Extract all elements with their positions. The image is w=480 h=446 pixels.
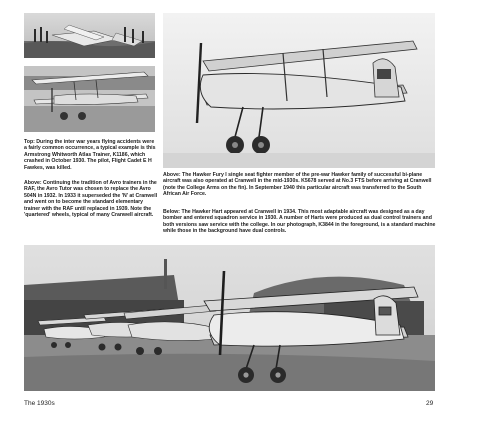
photo-hawker-harts xyxy=(24,245,435,391)
footer-section-title: The 1930s xyxy=(24,400,55,407)
photo-hawker-fury xyxy=(163,13,435,168)
photo-atlas-crash xyxy=(24,13,155,58)
caption-atlas-crash: Top: During the inter war years flying accidents were a fairly common occurrence, a typical example is this Armstrong Whitworth Atlas Trainer, K1186, which crashed in October 1930. The pilot, Flight Cadet E H Fawkes, was killed. xyxy=(24,139,156,171)
caption-hawker-hart: Below: The Hawker Hart appeared at Cranwell in 1934. This most adaptable aircraft was designed as a day bomber and entered squadron service in 1930. A number of Harts were produced as dual control trainers and both versions saw service with the college. In our photograph, K3844 in the foreground, is a standard machine while those in the background have dual controls. xyxy=(163,209,436,235)
photo-avro-tutor xyxy=(24,66,155,132)
caption-avro-tutor: Above: Continuing the tradition of Avro trainers in the RAF, the Avro Tutor was chosen to replace the Avro 504N in 1932. In 1933 it superseded the 'N' at Cranwell and went on to become the standard elementary trainer with the RAF until replaced in 1939. Note the 'quartered' wheels, typical of many Cranwell aircraft. xyxy=(24,180,158,219)
page-number: 29 xyxy=(426,400,434,407)
caption-hawker-fury: Above: The Hawker Fury I single seat fighter member of the pre-war Hawker family of successful bi-plane aircraft was also operated at Cranwell in the mid-1930s. K5678 served at No.3 FTS before arriving at Cranwell (note the College Arms on the fin). In September 1940 this particular aircraft was transferred to the South African Air Force. xyxy=(163,172,432,198)
